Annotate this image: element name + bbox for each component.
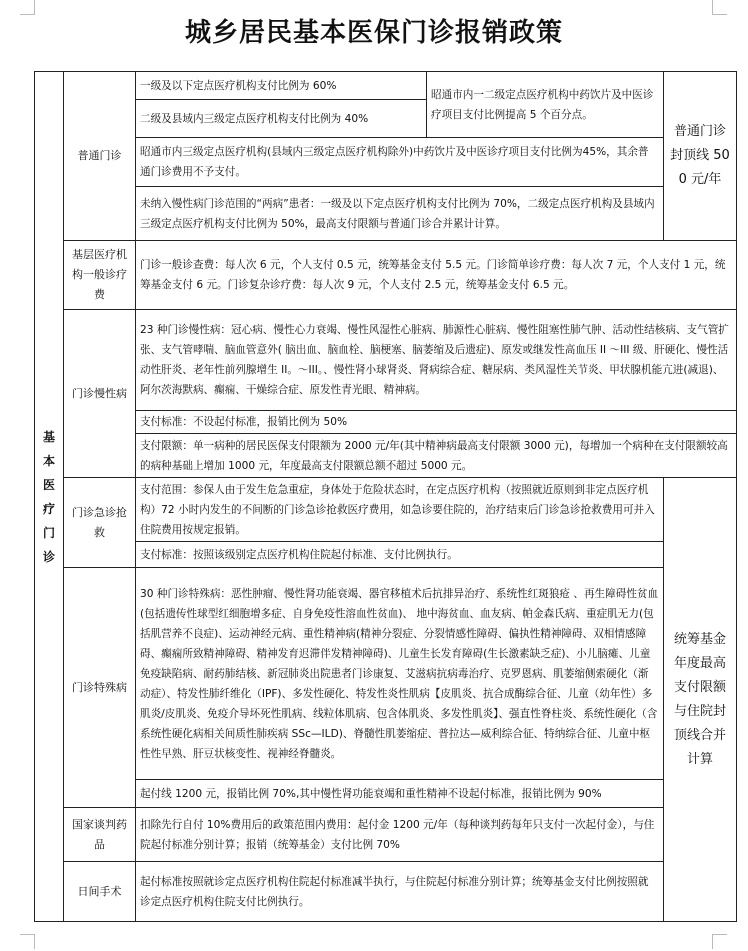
daysurgery-label: 日间手术 (64, 862, 136, 922)
emergency-standard: 支付标准：按照该级别定点医疗机构住院起付标准、支付比例执行。 (136, 542, 664, 568)
chronic-standard: 支付标准：不设起付标准，报销比例为 50% (136, 411, 737, 434)
section-label: 基本医疗门诊 (35, 72, 64, 922)
general-row2: 二级及县域内三级定点医疗机构支付比例为 40% (136, 100, 427, 138)
primary-label: 基层医疗机构一般诊疗费 (64, 241, 136, 310)
special-standard: 起付线 1200 元，报销比例 70%,其中慢性肾功能衰竭和重性精神不设起付标准，报销比例为 90% (136, 780, 664, 808)
general-cap: 普通门诊封顶线 500 元/年 (664, 72, 737, 241)
general-label: 普通门诊 (64, 72, 136, 241)
daysurgery-text: 起付标准按照就诊定点医疗机构住院起付标准减半执行，与住院起付标准分别计算；统筹基金支付比例按照就诊定点医疗机构住院支付比例执行。 (136, 862, 664, 922)
general-row1: 一级及以下定点医疗机构支付比例为 60% (136, 72, 427, 100)
combined-cap: 统筹基金年度最高支付限额与住院封顶线合并计算 (664, 478, 737, 922)
emergency-scope: 支付范围：参保人由于发生危急重症，身体处于危险状态时，在定点医疗机构（按照就近原则到非定点医疗机构）72 小时内发生的不间断的门诊急诊抢救医疗费用，如急诊要住院的，治疗结束后门诊急诊抢救费用可并入住院费用按规定报销。 (136, 478, 664, 542)
special-diseases: 30 种门诊特殊病：恶性肿瘤、慢性肾功能衰竭、器官移植术后抗排异治疗、系统性红斑狼疮 、再生障碍性贫血(包括遗传性球型红细胞增多症、自身免疫性溶血性贫血)、 地中海贫血、血友病、帕金森氏病、重症肌无力(包括肌营养不良症)、运动神经元病、重性精神病(精神分裂症、分裂情感性障碍、偏执性精神障碍、双相情感障碍、癫痫所致精神障碍、精神发育迟滞伴发精神障碍)、儿童生长发育障碍(生长激素缺乏症)、小儿脑瘫、儿童免疫缺陷病、耐药肺结核、新冠肺炎出院患者门诊康复、艾滋病抗病毒治疗、克罗恩病、肌萎缩侧索硬化（渐动症）、特发性肺纤维化（IPF)、多发性硬化、特发性炎性肌病【皮肌炎、抗合成酶综合征、儿童（幼年性）多肌炎/皮肌炎、免疫介导坏死性肌病、线粒体肌病、包含体肌炎、多发性肌炎】、强直性脊柱炎、系统性硬化（含系统性硬化病相关间质性肺疾病 SSc—ILD)、脊髓性肌萎缩症、普拉达—威利综合征、特纳综合征、儿童中枢性性早熟、肝豆状核变性、视神经脊髓炎。 (136, 568, 664, 780)
corner-mark (712, 934, 727, 949)
policy-table (34, 71, 737, 922)
corner-mark (20, 934, 35, 949)
chronic-diseases: 23 种门诊慢性病：冠心病、慢性心力衰竭、慢性风湿性心脏病、肺源性心脏病、慢性阻塞性肺气肿、活动性结核病、支气管扩张、支气管哮喘、脑血管意外( 脑出血、脑血栓、脑梗塞、脑萎缩及后遗症)、原发或继发性高血压 II ～III 级、肝硬化、慢性活动性肝炎、老年性前列腺增生 II。～III。、慢性肾小球肾炎、肾病综合症、糖尿病、类风湿性关节炎、甲状腺机能亢进(减退)、阿尔茨海默病、癫痫、干燥综合症、原发性青光眼、精神病。 (136, 310, 737, 411)
negotiated-text: 扣除先行自付 10%费用后的政策范围内费用：起付金 1200 元/年（每种谈判药每年只支付一次起付金），与住院起付标准分别计算；报销（统筹基金）支付比例 70% (136, 808, 664, 862)
chronic-limit: 支付限额：单一病种的居民医保支付限额为 2000 元/年(其中精神病最高支付限额 3000 元)，每增加一个病种在支付限额较高的病种基础上增加 1000 元，年度最高支付限额总额不超过 5000 元。 (136, 434, 737, 478)
chronic-label: 门诊慢性病 (64, 310, 136, 478)
general-row3: 昭通市内三级定点医疗机构(县域内三级定点医疗机构除外)中药饮片及中医诊疗项目支付比例为45%，其余普通门诊费用不予支付。 (136, 138, 664, 187)
primary-text: 门诊一般诊查费：每人次 6 元，个人支付 0.5 元，统筹基金支付 5.5 元。门诊简单诊疗费：每人次 7 元，个人支付 1 元，统筹基金支付 6 元。门诊复杂诊疗费：每人次 9 元，个人支付 2.5 元，统筹基金支付 6.5 元。 (136, 241, 737, 310)
general-tcm: 昭通市内一二级定点医疗机构中药饮片及中医诊疗项目支付比例提高 5 个百分点。 (427, 72, 664, 138)
corner-mark (712, 0, 727, 15)
corner-mark (20, 0, 35, 15)
page-title: 城乡居民基本医保门诊报销政策 (184, 18, 563, 48)
emergency-label: 门诊急诊抢救 (64, 478, 136, 568)
general-row4: 未纳入慢性病门诊范围的“两病”患者：一级及以下定点医疗机构支付比例为 70%，二级定点医疗机构及县域内三级定点医疗机构支付比例为 50%，最高支付限额与普通门诊合并累计计算。 (136, 187, 664, 241)
negotiated-label: 国家谈判药品 (64, 808, 136, 862)
special-label: 门诊特殊病 (64, 568, 136, 808)
